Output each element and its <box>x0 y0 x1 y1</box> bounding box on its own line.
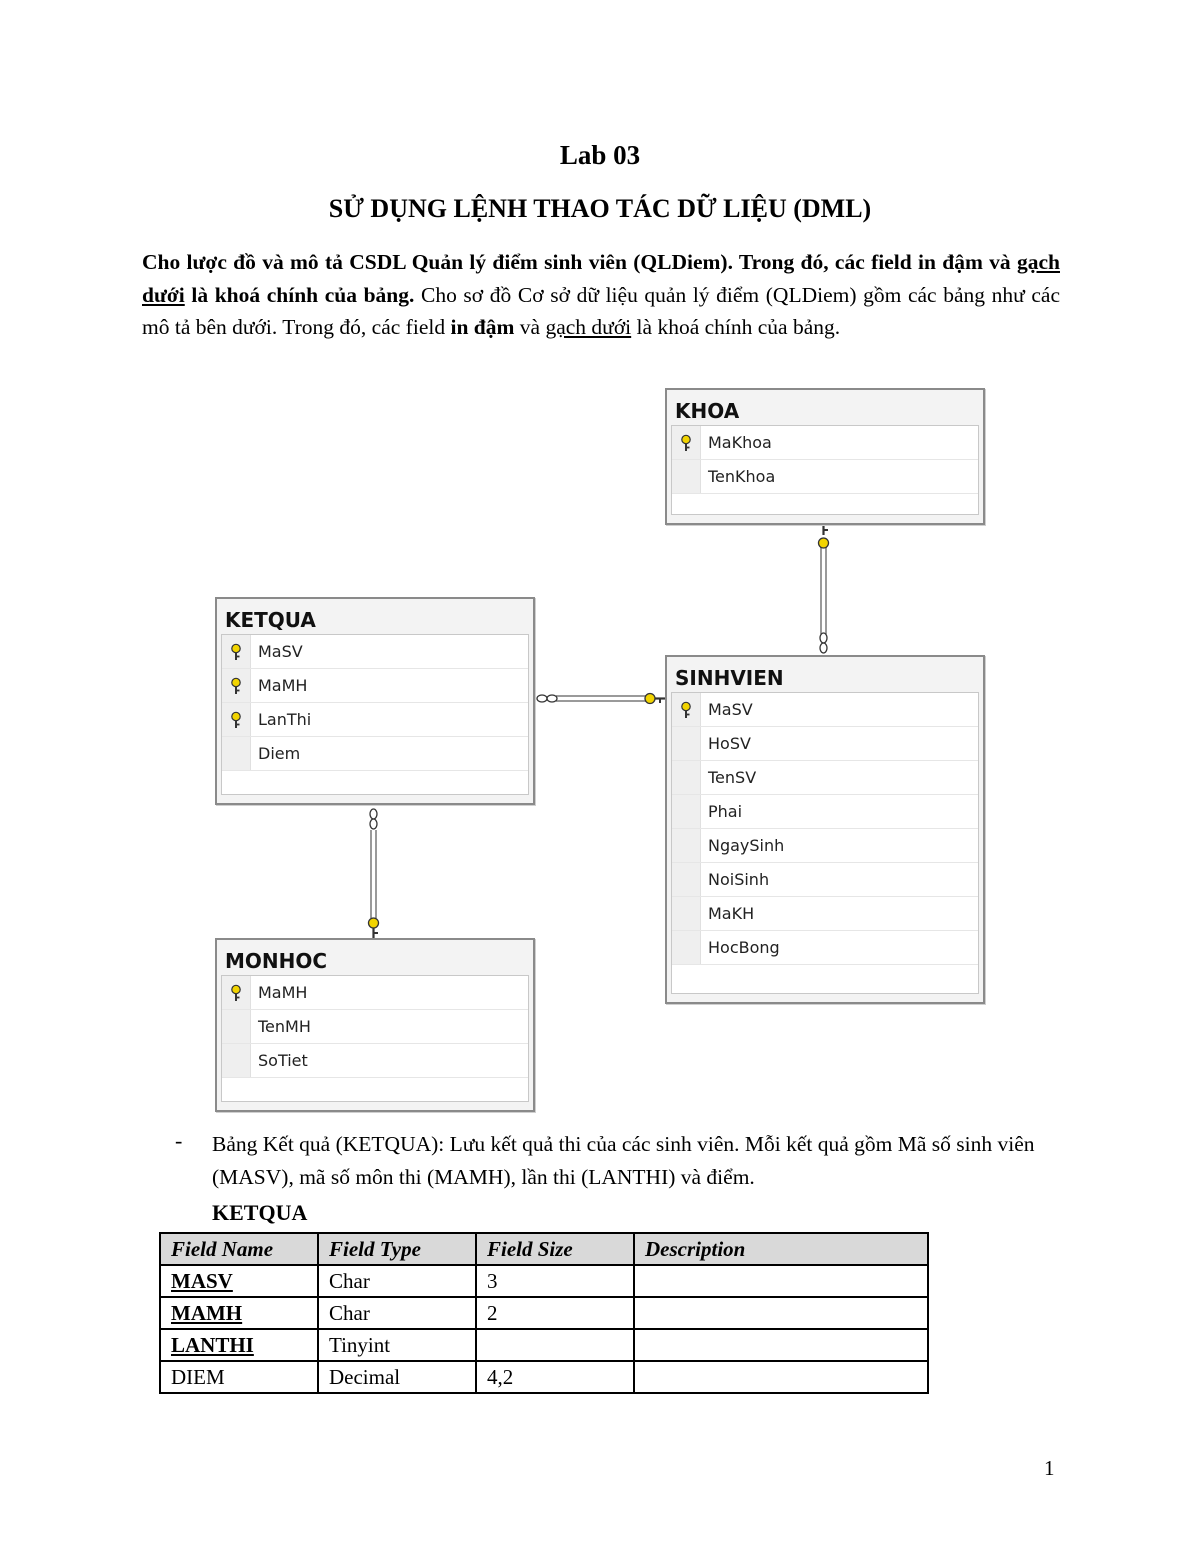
infinity-icon <box>370 809 377 829</box>
primary-key-icon <box>222 635 251 668</box>
field-name: HocBong <box>708 938 780 957</box>
field-type-cell: Char <box>318 1265 476 1297</box>
field-name: Diem <box>258 744 301 763</box>
entity-field-row[interactable] <box>672 829 978 863</box>
field-selector-cell <box>672 931 701 964</box>
entity-field-row[interactable] <box>672 761 978 795</box>
field-selector-cell <box>672 863 701 896</box>
infinity-icon <box>820 633 827 653</box>
entity-field-row[interactable] <box>672 897 978 931</box>
table-row <box>160 1297 928 1329</box>
field-size-cell: 2 <box>476 1297 634 1329</box>
field-selector-cell <box>672 727 701 760</box>
field-size-cell: 3 <box>476 1265 634 1297</box>
field-selector-cell <box>672 460 701 493</box>
entity-name: MONHOC <box>225 949 328 973</box>
intro-text-a: Cho sơ đồ Cơ sở dữ liệu quản lý điểm (QLDiem) gồm các bảng như các mô tả bên dưới. Trong đó, các field <box>142 282 1060 339</box>
entity-field-row[interactable] <box>222 1044 528 1078</box>
entity-ketqua[interactable] <box>215 597 535 805</box>
entity-field-row[interactable] <box>672 931 978 965</box>
field-name: MaMH <box>258 983 308 1002</box>
field-type-cell: Decimal <box>318 1361 476 1393</box>
field-name: MaKH <box>708 904 755 923</box>
description-cell <box>634 1361 928 1393</box>
entity-field-row[interactable] <box>672 727 978 761</box>
entity-field-list <box>221 634 529 795</box>
field-name: MaSV <box>258 642 303 661</box>
intro-text-b: và <box>514 315 546 339</box>
page-number: 1 <box>1044 1456 1055 1480</box>
table-row <box>160 1329 928 1361</box>
entity-field-row[interactable] <box>222 669 528 703</box>
relationship-ketqua-monhoc <box>369 809 379 939</box>
relationship-ketqua-sinhvien <box>537 694 666 704</box>
field-name: NgaySinh <box>708 836 785 855</box>
intro-bold-text: Cho lược đồ và mô tả CSDL Quản lý điểm sinh viên (QLDiem). Trong đó, các field in đậm và <box>142 250 1017 274</box>
header-cell: Field Type <box>318 1233 476 1265</box>
field-name: MaKhoa <box>708 433 772 452</box>
field-name-cell: MASV <box>160 1265 318 1297</box>
table-row <box>160 1265 928 1297</box>
field-name: HoSV <box>708 734 751 753</box>
entity-monhoc[interactable] <box>215 938 535 1112</box>
primary-key-icon <box>222 703 251 736</box>
key-icon <box>369 918 379 939</box>
primary-key-icon <box>672 426 701 459</box>
entity-sinhvien[interactable] <box>665 655 985 1004</box>
entity-field-row[interactable] <box>672 426 978 460</box>
key-icon <box>645 694 666 704</box>
field-selector-cell <box>672 795 701 828</box>
field-name: TenSV <box>708 768 757 787</box>
entity-field-row[interactable] <box>672 863 978 897</box>
entity-field-list <box>671 692 979 994</box>
entity-field-row[interactable] <box>672 693 978 727</box>
field-selector-cell <box>672 897 701 930</box>
table-row <box>160 1361 928 1393</box>
entity-field-row[interactable] <box>222 1010 528 1044</box>
header-cell: Description <box>634 1233 928 1265</box>
field-selector-cell <box>672 829 701 862</box>
field-name: MaMH <box>258 676 308 695</box>
table-header-row <box>160 1233 928 1265</box>
entity-field-row[interactable] <box>222 737 528 771</box>
bullet-text: Bảng Kết quả (KETQUA): Lưu kết quả thi của các sinh viên. Mỗi kết quả gồm Mã số sinh viên (MASV), mã số môn thi (MAMH), lần thi (LANTHI) và điểm. <box>212 1132 1035 1189</box>
field-name: Phai <box>708 802 743 821</box>
entity-khoa[interactable] <box>665 388 985 525</box>
entity-field-row[interactable] <box>672 460 978 494</box>
intro-bold-underline-text: gạch dưới <box>142 250 1060 307</box>
entity-field-row[interactable] <box>222 635 528 669</box>
field-selector-cell <box>222 1010 251 1043</box>
intro-text-c: là khoá chính của bảng. <box>631 315 841 339</box>
field-name: TenMH <box>258 1017 311 1036</box>
field-selector-cell <box>222 737 251 770</box>
entity-field-row[interactable] <box>222 976 528 1010</box>
page-subtitle: SỬ DỤNG LỆNH THAO TÁC DỮ LIỆU (DML) <box>328 194 872 223</box>
field-selector-cell <box>222 1044 251 1077</box>
page-title: Lab 03 <box>559 140 641 170</box>
entity-field-list <box>671 425 979 515</box>
entity-name: KETQUA <box>225 608 316 632</box>
intro-underline-text: gạch dưới <box>545 315 632 339</box>
field-selector-cell <box>672 761 701 794</box>
description-cell <box>634 1265 928 1297</box>
primary-key-icon <box>222 976 251 1009</box>
relationship-khoa-sinhvien <box>819 524 829 653</box>
infinity-icon <box>537 695 557 702</box>
intro-bold-end-text: là khoá chính của bảng. <box>184 282 415 307</box>
header-cell: Field Size <box>476 1233 634 1265</box>
entity-field-list <box>221 975 529 1102</box>
entity-name: KHOA <box>675 399 740 423</box>
field-name: NoiSinh <box>708 870 770 889</box>
field-name: MaSV <box>708 700 753 719</box>
field-name-cell: DIEM <box>160 1361 318 1393</box>
field-name-cell: LANTHI <box>160 1329 318 1361</box>
field-name: LanThi <box>258 710 312 729</box>
entity-field-row[interactable] <box>672 795 978 829</box>
field-size-cell: 4,2 <box>476 1361 634 1393</box>
primary-key-icon <box>222 669 251 702</box>
field-name: TenKhoa <box>708 467 776 486</box>
description-cell <box>634 1329 928 1361</box>
key-icon <box>819 524 829 548</box>
field-size-cell <box>476 1329 634 1361</box>
bullet-dash: - <box>175 1128 183 1153</box>
primary-key-icon <box>672 693 701 726</box>
field-name: SoTiet <box>258 1051 308 1070</box>
field-type-cell: Char <box>318 1297 476 1329</box>
field-type-cell: Tinyint <box>318 1329 476 1361</box>
intro-bold-text-2: in đậm <box>450 315 515 339</box>
entity-field-row[interactable] <box>222 703 528 737</box>
entity-name: SINHVIEN <box>675 666 784 690</box>
field-name-cell: MAMH <box>160 1297 318 1329</box>
description-cell <box>634 1297 928 1329</box>
header-cell: Field Name <box>160 1233 318 1265</box>
table-caption: KETQUA <box>212 1200 308 1225</box>
ketqua-definition-table <box>159 1232 929 1394</box>
